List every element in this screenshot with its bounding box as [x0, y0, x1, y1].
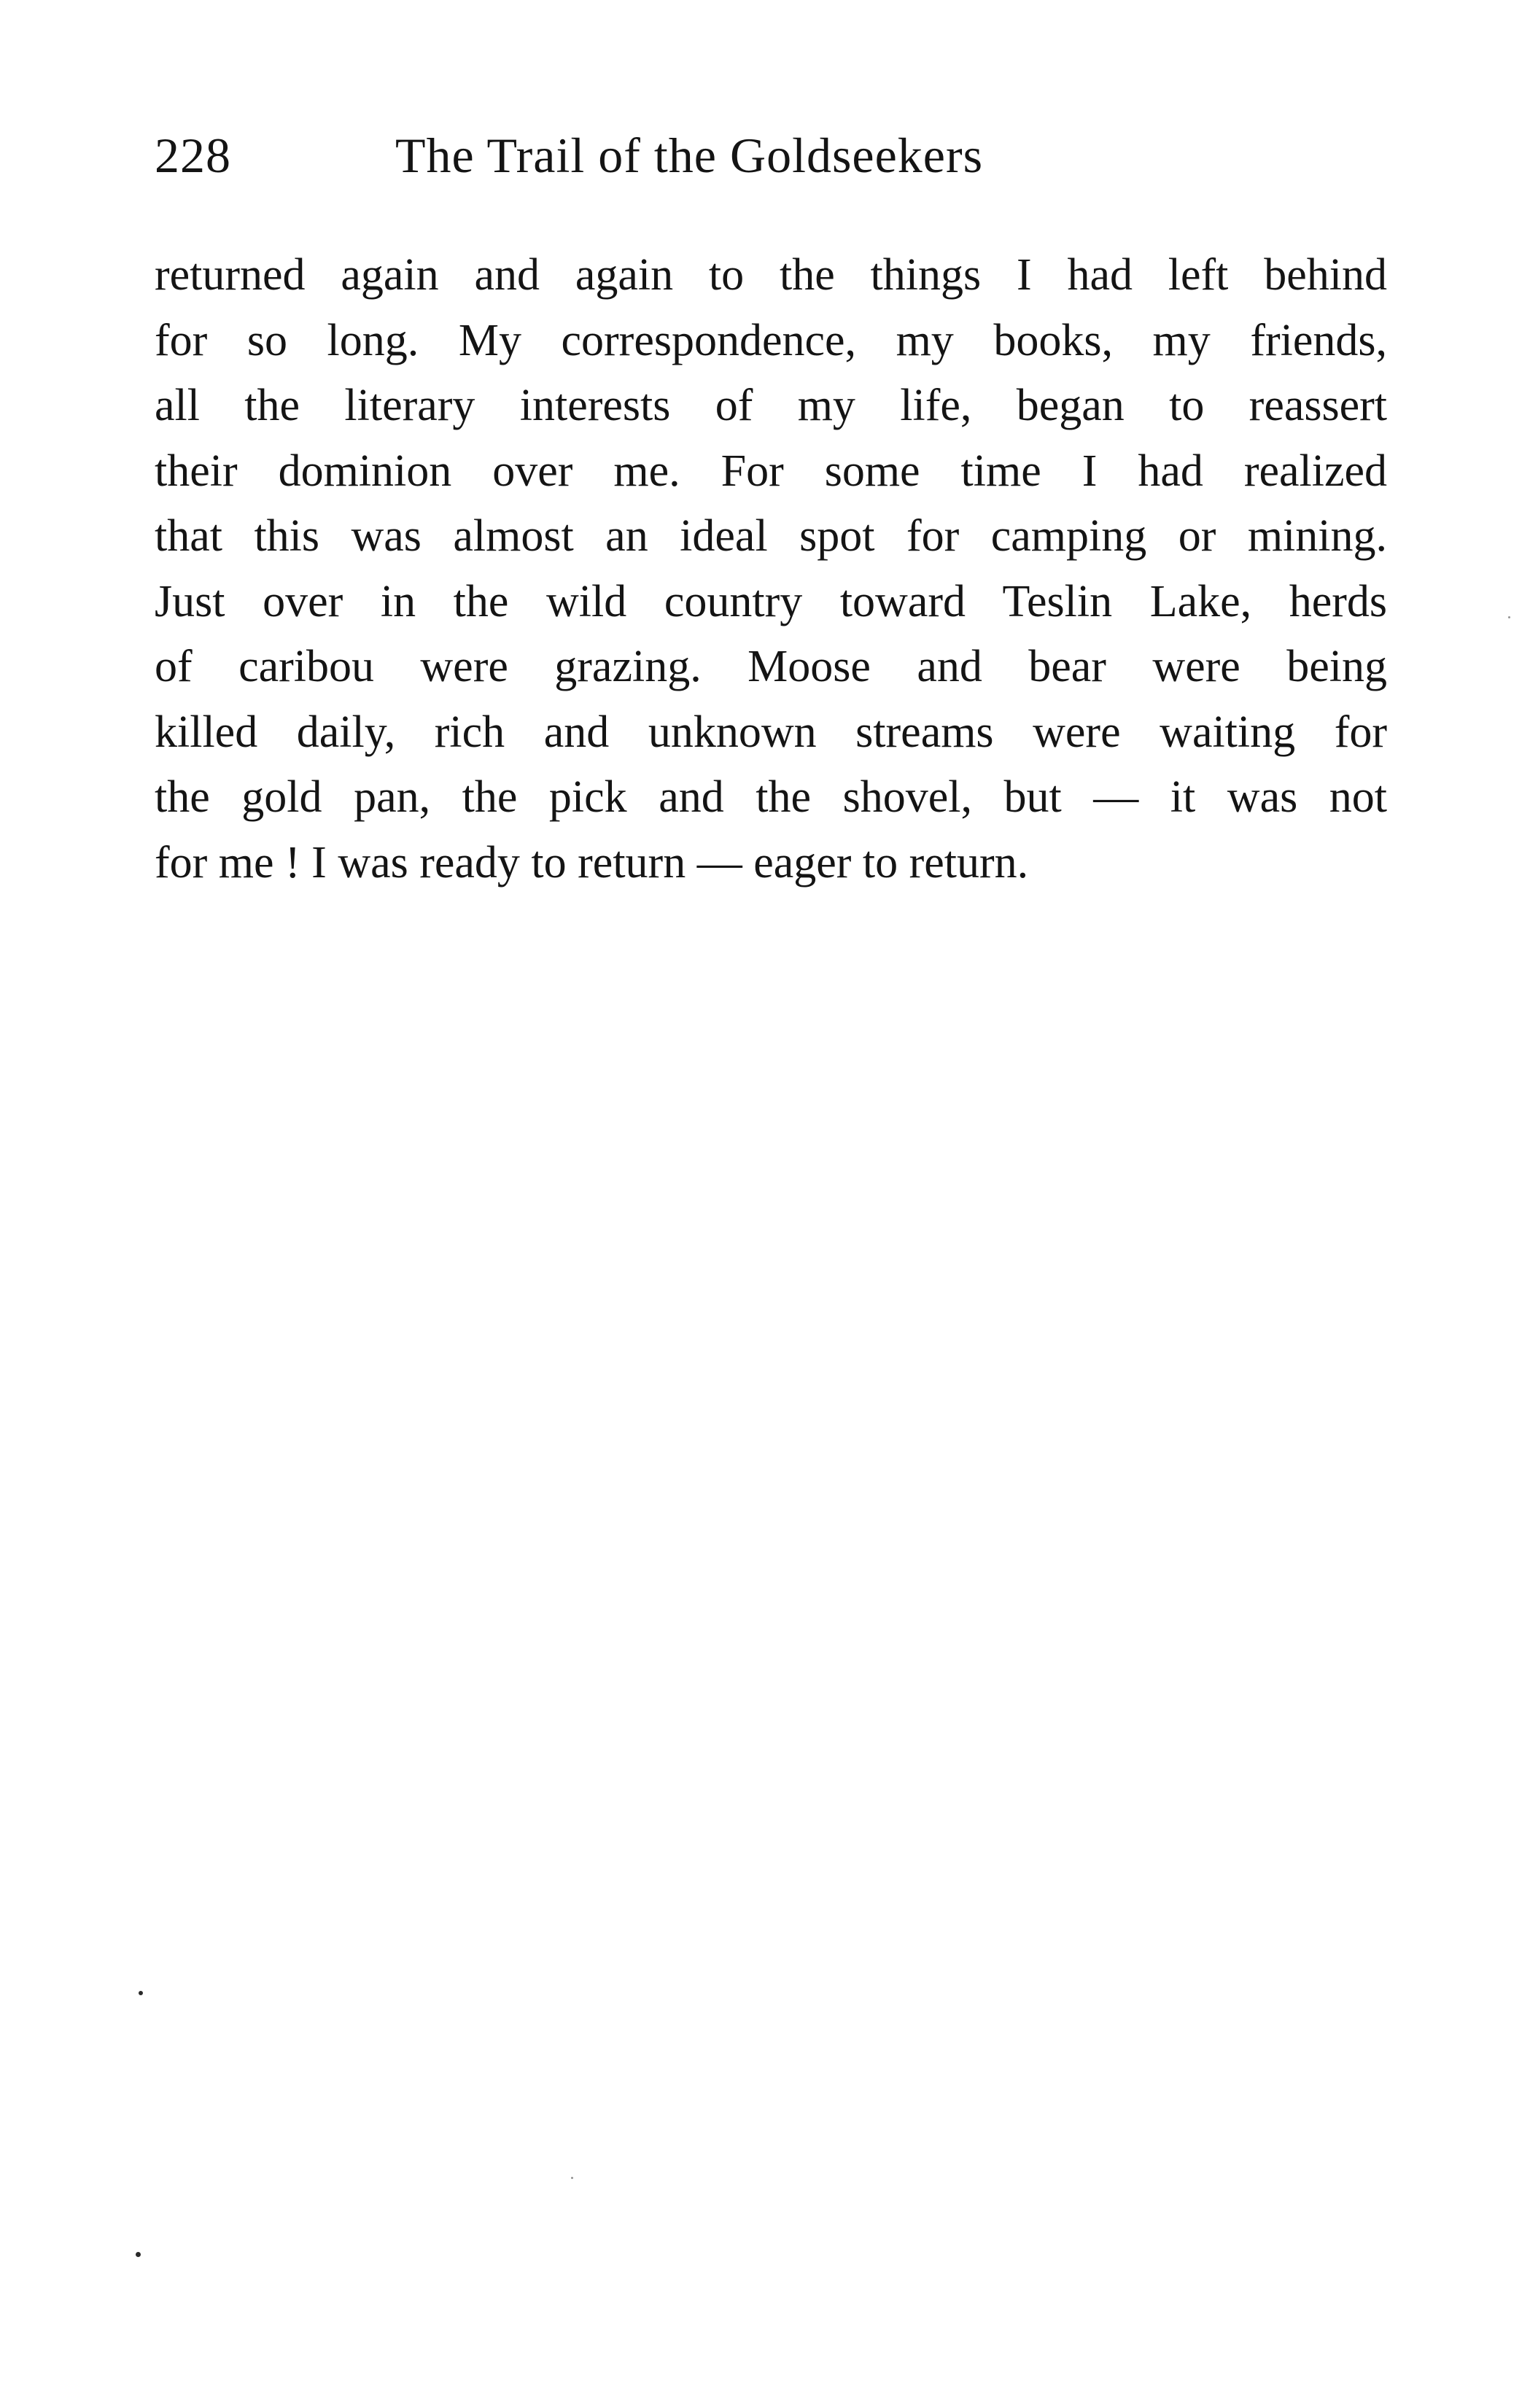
running-head — [155, 123, 1387, 188]
scan-speck — [1508, 616, 1510, 618]
text-line: the gold pan, the pick and the shovel, but — it was not — [155, 772, 1387, 822]
text-line: killed daily, rich and unknown streams were waiting for — [155, 707, 1387, 757]
scan-speck — [136, 2252, 141, 2257]
text-line: returned again and again to the things I had left behind — [155, 250, 1387, 300]
scan-speck — [139, 1991, 143, 1995]
text-line-last: for me ! I was ready to return — eager to return. — [155, 837, 1029, 888]
text-line: Just over in the wild country toward Teslin Lake, herds — [155, 576, 1387, 626]
page-number: 228 — [155, 128, 231, 183]
text-line: that this was almost an ideal spot for camping or mining. — [155, 511, 1387, 561]
text-line: for so long. My correspondence, my books, my friends, — [155, 315, 1387, 365]
book-title: The Trail of the Goldseekers — [395, 128, 984, 183]
text-line: all the literary interests of my life, began to reassert — [155, 381, 1387, 430]
scan-speck — [571, 2177, 573, 2179]
text-line: of caribou were grazing. Moose and bear were being — [155, 642, 1387, 691]
body-paragraph — [155, 243, 1387, 896]
text-line: their dominion over me. For some time I had realized — [155, 446, 1387, 496]
